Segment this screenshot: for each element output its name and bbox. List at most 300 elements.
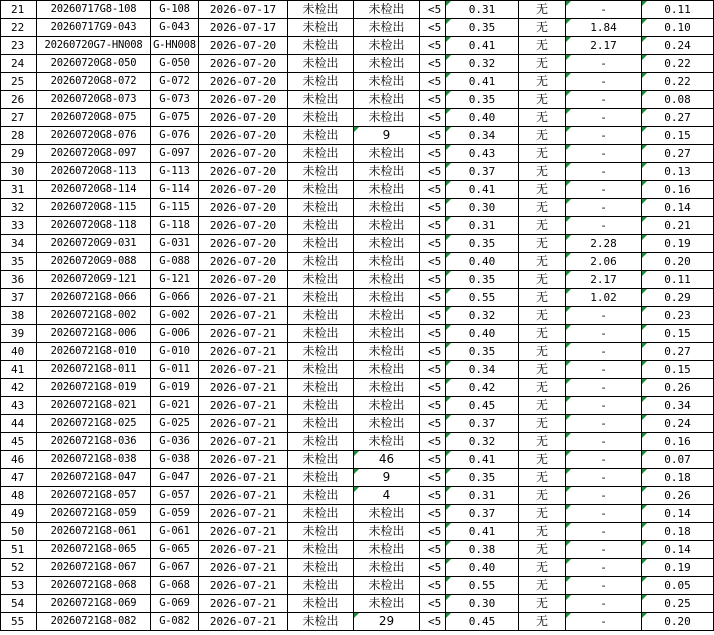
optional-value-cell[interactable]: - xyxy=(566,505,642,523)
row-index-cell[interactable]: 49 xyxy=(1,505,37,523)
last-value-cell[interactable]: 0.16 xyxy=(642,433,714,451)
row-index-cell[interactable]: 30 xyxy=(1,163,37,181)
result-2-cell[interactable]: 未检出 xyxy=(354,361,420,379)
date-cell[interactable]: 2026-07-20 xyxy=(199,253,288,271)
optional-value-cell[interactable]: - xyxy=(566,415,642,433)
date-cell[interactable]: 2026-07-21 xyxy=(199,415,288,433)
last-value-cell[interactable]: 0.18 xyxy=(642,523,714,541)
row-index-cell[interactable]: 55 xyxy=(1,613,37,631)
value-cell[interactable]: 0.38 xyxy=(446,541,519,559)
last-value-cell[interactable]: 0.15 xyxy=(642,127,714,145)
date-cell[interactable]: 2026-07-21 xyxy=(199,379,288,397)
row-index-cell[interactable]: 34 xyxy=(1,235,37,253)
result-1-cell[interactable]: 未检出 xyxy=(288,505,354,523)
sample-id-cell[interactable]: G-002 xyxy=(151,307,199,325)
date-cell[interactable]: 2026-07-20 xyxy=(199,55,288,73)
sample-code-cell[interactable]: 20260720G9-121 xyxy=(37,271,151,289)
result-2-cell[interactable]: 未检出 xyxy=(354,415,420,433)
last-value-cell[interactable]: 0.26 xyxy=(642,487,714,505)
sample-id-cell[interactable]: G-068 xyxy=(151,577,199,595)
last-value-cell[interactable]: 0.18 xyxy=(642,469,714,487)
row-index-cell[interactable]: 40 xyxy=(1,343,37,361)
optional-value-cell[interactable]: 1.84 xyxy=(566,19,642,37)
value-cell[interactable]: 0.35 xyxy=(446,271,519,289)
sample-code-cell[interactable]: 20260721G8-021 xyxy=(37,397,151,415)
sample-code-cell[interactable]: 20260721G8-002 xyxy=(37,307,151,325)
value-cell[interactable]: 0.45 xyxy=(446,397,519,415)
limit-cell[interactable]: <5 xyxy=(420,343,446,361)
date-cell[interactable]: 2026-07-20 xyxy=(199,235,288,253)
sample-code-cell[interactable]: 20260720G8-050 xyxy=(37,55,151,73)
result-1-cell[interactable]: 未检出 xyxy=(288,523,354,541)
sample-code-cell[interactable]: 20260721G8-010 xyxy=(37,343,151,361)
row-index-cell[interactable]: 53 xyxy=(1,577,37,595)
limit-cell[interactable]: <5 xyxy=(420,253,446,271)
optional-value-cell[interactable]: 1.02 xyxy=(566,289,642,307)
value-cell[interactable]: 0.43 xyxy=(446,145,519,163)
limit-cell[interactable]: <5 xyxy=(420,73,446,91)
value-cell[interactable]: 0.41 xyxy=(446,37,519,55)
value-cell[interactable]: 0.32 xyxy=(446,55,519,73)
date-cell[interactable]: 2026-07-21 xyxy=(199,595,288,613)
limit-cell[interactable]: <5 xyxy=(420,541,446,559)
sample-code-cell[interactable]: 20260721G8-047 xyxy=(37,469,151,487)
sample-id-cell[interactable]: G-115 xyxy=(151,199,199,217)
presence-cell[interactable]: 无 xyxy=(519,271,566,289)
optional-value-cell[interactable]: - xyxy=(566,469,642,487)
sample-code-cell[interactable]: 20260720G8-075 xyxy=(37,109,151,127)
row-index-cell[interactable]: 31 xyxy=(1,181,37,199)
result-1-cell[interactable]: 未检出 xyxy=(288,55,354,73)
presence-cell[interactable]: 无 xyxy=(519,613,566,631)
limit-cell[interactable]: <5 xyxy=(420,595,446,613)
limit-cell[interactable]: <5 xyxy=(420,361,446,379)
last-value-cell[interactable]: 0.13 xyxy=(642,163,714,181)
row-index-cell[interactable]: 37 xyxy=(1,289,37,307)
date-cell[interactable]: 2026-07-20 xyxy=(199,109,288,127)
row-index-cell[interactable]: 26 xyxy=(1,91,37,109)
limit-cell[interactable]: <5 xyxy=(420,235,446,253)
result-1-cell[interactable]: 未检出 xyxy=(288,127,354,145)
value-cell[interactable]: 0.37 xyxy=(446,415,519,433)
last-value-cell[interactable]: 0.07 xyxy=(642,451,714,469)
row-index-cell[interactable]: 38 xyxy=(1,307,37,325)
limit-cell[interactable]: <5 xyxy=(420,325,446,343)
sample-id-cell[interactable]: G-114 xyxy=(151,181,199,199)
result-1-cell[interactable]: 未检出 xyxy=(288,91,354,109)
value-cell[interactable]: 0.41 xyxy=(446,73,519,91)
presence-cell[interactable]: 无 xyxy=(519,19,566,37)
result-2-cell[interactable]: 未检出 xyxy=(354,181,420,199)
sample-code-cell[interactable]: 20260721G8-019 xyxy=(37,379,151,397)
result-1-cell[interactable]: 未检出 xyxy=(288,73,354,91)
result-2-cell[interactable]: 未检出 xyxy=(354,379,420,397)
last-value-cell[interactable]: 0.15 xyxy=(642,325,714,343)
last-value-cell[interactable]: 0.34 xyxy=(642,397,714,415)
last-value-cell[interactable]: 0.08 xyxy=(642,91,714,109)
date-cell[interactable]: 2026-07-20 xyxy=(199,163,288,181)
presence-cell[interactable]: 无 xyxy=(519,469,566,487)
limit-cell[interactable]: <5 xyxy=(420,397,446,415)
result-1-cell[interactable]: 未检出 xyxy=(288,253,354,271)
date-cell[interactable]: 2026-07-20 xyxy=(199,271,288,289)
last-value-cell[interactable]: 0.16 xyxy=(642,181,714,199)
value-cell[interactable]: 0.35 xyxy=(446,235,519,253)
sample-code-cell[interactable]: 20260720G8-115 xyxy=(37,199,151,217)
last-value-cell[interactable]: 0.10 xyxy=(642,19,714,37)
limit-cell[interactable]: <5 xyxy=(420,271,446,289)
sample-id-cell[interactable]: G-010 xyxy=(151,343,199,361)
date-cell[interactable]: 2026-07-21 xyxy=(199,487,288,505)
last-value-cell[interactable]: 0.05 xyxy=(642,577,714,595)
row-index-cell[interactable]: 35 xyxy=(1,253,37,271)
row-index-cell[interactable]: 29 xyxy=(1,145,37,163)
sample-id-cell[interactable]: G-088 xyxy=(151,253,199,271)
sample-code-cell[interactable]: 20260717G9-043 xyxy=(37,19,151,37)
last-value-cell[interactable]: 0.14 xyxy=(642,541,714,559)
sample-id-cell[interactable]: G-038 xyxy=(151,451,199,469)
row-index-cell[interactable]: 50 xyxy=(1,523,37,541)
sample-code-cell[interactable]: 20260720G8-097 xyxy=(37,145,151,163)
sample-code-cell[interactable]: 20260720G8-076 xyxy=(37,127,151,145)
last-value-cell[interactable]: 0.19 xyxy=(642,235,714,253)
result-2-cell[interactable]: 未检出 xyxy=(354,559,420,577)
last-value-cell[interactable]: 0.11 xyxy=(642,271,714,289)
date-cell[interactable]: 2026-07-21 xyxy=(199,469,288,487)
limit-cell[interactable]: <5 xyxy=(420,109,446,127)
result-1-cell[interactable]: 未检出 xyxy=(288,361,354,379)
sample-code-cell[interactable]: 20260721G8-061 xyxy=(37,523,151,541)
result-1-cell[interactable]: 未检出 xyxy=(288,1,354,19)
last-value-cell[interactable]: 0.11 xyxy=(642,1,714,19)
result-1-cell[interactable]: 未检出 xyxy=(288,163,354,181)
last-value-cell[interactable]: 0.26 xyxy=(642,379,714,397)
row-index-cell[interactable]: 48 xyxy=(1,487,37,505)
optional-value-cell[interactable]: - xyxy=(566,307,642,325)
last-value-cell[interactable]: 0.27 xyxy=(642,145,714,163)
presence-cell[interactable]: 无 xyxy=(519,235,566,253)
value-cell[interactable]: 0.41 xyxy=(446,523,519,541)
sample-code-cell[interactable]: 20260720G8-073 xyxy=(37,91,151,109)
optional-value-cell[interactable]: - xyxy=(566,91,642,109)
result-1-cell[interactable]: 未检出 xyxy=(288,397,354,415)
sample-id-cell[interactable]: G-073 xyxy=(151,91,199,109)
value-cell[interactable]: 0.34 xyxy=(446,361,519,379)
date-cell[interactable]: 2026-07-21 xyxy=(199,433,288,451)
sample-code-cell[interactable]: 20260721G8-068 xyxy=(37,577,151,595)
value-cell[interactable]: 0.40 xyxy=(446,109,519,127)
sample-id-cell[interactable]: G-121 xyxy=(151,271,199,289)
sample-id-cell[interactable]: G-061 xyxy=(151,523,199,541)
limit-cell[interactable]: <5 xyxy=(420,145,446,163)
value-cell[interactable]: 0.31 xyxy=(446,1,519,19)
date-cell[interactable]: 2026-07-20 xyxy=(199,73,288,91)
value-cell[interactable]: 0.32 xyxy=(446,307,519,325)
presence-cell[interactable]: 无 xyxy=(519,595,566,613)
sample-code-cell[interactable]: 20260721G8-038 xyxy=(37,451,151,469)
sample-code-cell[interactable]: 20260720G9-031 xyxy=(37,235,151,253)
optional-value-cell[interactable]: - xyxy=(566,199,642,217)
sample-id-cell[interactable]: G-031 xyxy=(151,235,199,253)
presence-cell[interactable]: 无 xyxy=(519,37,566,55)
presence-cell[interactable]: 无 xyxy=(519,577,566,595)
optional-value-cell[interactable]: - xyxy=(566,343,642,361)
row-index-cell[interactable]: 51 xyxy=(1,541,37,559)
value-cell[interactable]: 0.32 xyxy=(446,433,519,451)
result-1-cell[interactable]: 未检出 xyxy=(288,325,354,343)
date-cell[interactable]: 2026-07-21 xyxy=(199,397,288,415)
row-index-cell[interactable]: 23 xyxy=(1,37,37,55)
result-1-cell[interactable]: 未检出 xyxy=(288,235,354,253)
result-1-cell[interactable]: 未检出 xyxy=(288,577,354,595)
presence-cell[interactable]: 无 xyxy=(519,127,566,145)
value-cell[interactable]: 0.31 xyxy=(446,487,519,505)
last-value-cell[interactable]: 0.27 xyxy=(642,343,714,361)
result-2-cell[interactable]: 未检出 xyxy=(354,109,420,127)
optional-value-cell[interactable]: - xyxy=(566,559,642,577)
limit-cell[interactable]: <5 xyxy=(420,289,446,307)
sample-code-cell[interactable]: 20260720G8-114 xyxy=(37,181,151,199)
presence-cell[interactable]: 无 xyxy=(519,289,566,307)
sample-id-cell[interactable]: G-076 xyxy=(151,127,199,145)
result-1-cell[interactable]: 未检出 xyxy=(288,199,354,217)
limit-cell[interactable]: <5 xyxy=(420,181,446,199)
presence-cell[interactable]: 无 xyxy=(519,217,566,235)
last-value-cell[interactable]: 0.15 xyxy=(642,361,714,379)
last-value-cell[interactable]: 0.14 xyxy=(642,505,714,523)
sample-id-cell[interactable]: G-113 xyxy=(151,163,199,181)
presence-cell[interactable]: 无 xyxy=(519,145,566,163)
limit-cell[interactable]: <5 xyxy=(420,379,446,397)
result-2-cell[interactable]: 未检出 xyxy=(354,235,420,253)
result-2-cell[interactable]: 未检出 xyxy=(354,577,420,595)
sample-id-cell[interactable]: G-082 xyxy=(151,613,199,631)
optional-value-cell[interactable]: - xyxy=(566,379,642,397)
result-2-cell[interactable]: 未检出 xyxy=(354,397,420,415)
value-cell[interactable]: 0.30 xyxy=(446,595,519,613)
value-cell[interactable]: 0.35 xyxy=(446,19,519,37)
presence-cell[interactable]: 无 xyxy=(519,505,566,523)
presence-cell[interactable]: 无 xyxy=(519,307,566,325)
sample-id-cell[interactable]: G-066 xyxy=(151,289,199,307)
date-cell[interactable]: 2026-07-20 xyxy=(199,181,288,199)
limit-cell[interactable]: <5 xyxy=(420,127,446,145)
result-1-cell[interactable]: 未检出 xyxy=(288,433,354,451)
presence-cell[interactable]: 无 xyxy=(519,361,566,379)
presence-cell[interactable]: 无 xyxy=(519,181,566,199)
result-2-cell[interactable]: 9 xyxy=(354,127,420,145)
value-cell[interactable]: 0.55 xyxy=(446,289,519,307)
result-1-cell[interactable]: 未检出 xyxy=(288,541,354,559)
date-cell[interactable]: 2026-07-20 xyxy=(199,145,288,163)
result-2-cell[interactable]: 未检出 xyxy=(354,163,420,181)
last-value-cell[interactable]: 0.27 xyxy=(642,109,714,127)
sample-id-cell[interactable]: G-021 xyxy=(151,397,199,415)
last-value-cell[interactable]: 0.24 xyxy=(642,37,714,55)
result-2-cell[interactable]: 46 xyxy=(354,451,420,469)
result-1-cell[interactable]: 未检出 xyxy=(288,217,354,235)
row-index-cell[interactable]: 52 xyxy=(1,559,37,577)
sample-id-cell[interactable]: G-047 xyxy=(151,469,199,487)
result-1-cell[interactable]: 未检出 xyxy=(288,451,354,469)
limit-cell[interactable]: <5 xyxy=(420,433,446,451)
value-cell[interactable]: 0.35 xyxy=(446,91,519,109)
date-cell[interactable]: 2026-07-21 xyxy=(199,289,288,307)
optional-value-cell[interactable]: - xyxy=(566,181,642,199)
optional-value-cell[interactable]: - xyxy=(566,577,642,595)
value-cell[interactable]: 0.37 xyxy=(446,505,519,523)
sample-code-cell[interactable]: 20260721G8-036 xyxy=(37,433,151,451)
optional-value-cell[interactable]: - xyxy=(566,451,642,469)
result-2-cell[interactable]: 未检出 xyxy=(354,433,420,451)
sample-id-cell[interactable]: G-065 xyxy=(151,541,199,559)
row-index-cell[interactable]: 41 xyxy=(1,361,37,379)
result-1-cell[interactable]: 未检出 xyxy=(288,415,354,433)
sample-id-cell[interactable]: G-097 xyxy=(151,145,199,163)
sample-id-cell[interactable]: G-050 xyxy=(151,55,199,73)
result-1-cell[interactable]: 未检出 xyxy=(288,343,354,361)
sample-code-cell[interactable]: 20260721G8-025 xyxy=(37,415,151,433)
result-1-cell[interactable]: 未检出 xyxy=(288,109,354,127)
optional-value-cell[interactable]: - xyxy=(566,55,642,73)
limit-cell[interactable]: <5 xyxy=(420,469,446,487)
result-2-cell[interactable]: 未检出 xyxy=(354,55,420,73)
presence-cell[interactable]: 无 xyxy=(519,487,566,505)
presence-cell[interactable]: 无 xyxy=(519,415,566,433)
value-cell[interactable]: 0.42 xyxy=(446,379,519,397)
optional-value-cell[interactable]: - xyxy=(566,613,642,631)
result-1-cell[interactable]: 未检出 xyxy=(288,145,354,163)
result-2-cell[interactable]: 未检出 xyxy=(354,1,420,19)
presence-cell[interactable]: 无 xyxy=(519,91,566,109)
result-2-cell[interactable]: 未检出 xyxy=(354,325,420,343)
result-2-cell[interactable]: 未检出 xyxy=(354,73,420,91)
result-1-cell[interactable]: 未检出 xyxy=(288,469,354,487)
result-1-cell[interactable]: 未检出 xyxy=(288,37,354,55)
limit-cell[interactable]: <5 xyxy=(420,505,446,523)
date-cell[interactable]: 2026-07-20 xyxy=(199,91,288,109)
limit-cell[interactable]: <5 xyxy=(420,523,446,541)
optional-value-cell[interactable]: - xyxy=(566,325,642,343)
presence-cell[interactable]: 无 xyxy=(519,433,566,451)
optional-value-cell[interactable]: - xyxy=(566,127,642,145)
limit-cell[interactable]: <5 xyxy=(420,91,446,109)
optional-value-cell[interactable]: - xyxy=(566,487,642,505)
result-2-cell[interactable]: 未检出 xyxy=(354,271,420,289)
result-2-cell[interactable]: 未检出 xyxy=(354,91,420,109)
result-2-cell[interactable]: 未检出 xyxy=(354,199,420,217)
sample-code-cell[interactable]: 20260717G8-108 xyxy=(37,1,151,19)
optional-value-cell[interactable]: - xyxy=(566,595,642,613)
optional-value-cell[interactable]: - xyxy=(566,523,642,541)
presence-cell[interactable]: 无 xyxy=(519,325,566,343)
limit-cell[interactable]: <5 xyxy=(420,1,446,19)
date-cell[interactable]: 2026-07-20 xyxy=(199,127,288,145)
last-value-cell[interactable]: 0.24 xyxy=(642,415,714,433)
value-cell[interactable]: 0.40 xyxy=(446,325,519,343)
sample-code-cell[interactable]: 20260720G9-088 xyxy=(37,253,151,271)
value-cell[interactable]: 0.37 xyxy=(446,163,519,181)
date-cell[interactable]: 2026-07-21 xyxy=(199,505,288,523)
result-2-cell[interactable]: 4 xyxy=(354,487,420,505)
result-2-cell[interactable]: 未检出 xyxy=(354,523,420,541)
presence-cell[interactable]: 无 xyxy=(519,55,566,73)
sample-code-cell[interactable]: 20260721G8-082 xyxy=(37,613,151,631)
optional-value-cell[interactable]: - xyxy=(566,163,642,181)
sample-code-cell[interactable]: 20260720G8-113 xyxy=(37,163,151,181)
row-index-cell[interactable]: 24 xyxy=(1,55,37,73)
sample-id-cell[interactable]: G-006 xyxy=(151,325,199,343)
value-cell[interactable]: 0.41 xyxy=(446,181,519,199)
value-cell[interactable]: 0.31 xyxy=(446,217,519,235)
value-cell[interactable]: 0.35 xyxy=(446,343,519,361)
sample-id-cell[interactable]: G-067 xyxy=(151,559,199,577)
presence-cell[interactable]: 无 xyxy=(519,109,566,127)
result-2-cell[interactable]: 未检出 xyxy=(354,541,420,559)
date-cell[interactable]: 2026-07-21 xyxy=(199,325,288,343)
sample-id-cell[interactable]: G-011 xyxy=(151,361,199,379)
optional-value-cell[interactable]: - xyxy=(566,397,642,415)
sample-id-cell[interactable]: G-057 xyxy=(151,487,199,505)
date-cell[interactable]: 2026-07-17 xyxy=(199,19,288,37)
optional-value-cell[interactable]: 2.17 xyxy=(566,37,642,55)
sample-id-cell[interactable]: G-069 xyxy=(151,595,199,613)
sample-code-cell[interactable]: 20260720G8-118 xyxy=(37,217,151,235)
value-cell[interactable]: 0.40 xyxy=(446,559,519,577)
sample-code-cell[interactable]: 20260721G8-066 xyxy=(37,289,151,307)
sample-code-cell[interactable]: 20260721G8-006 xyxy=(37,325,151,343)
limit-cell[interactable]: <5 xyxy=(420,451,446,469)
date-cell[interactable]: 2026-07-20 xyxy=(199,217,288,235)
presence-cell[interactable]: 无 xyxy=(519,253,566,271)
limit-cell[interactable]: <5 xyxy=(420,199,446,217)
sample-id-cell[interactable]: G-HN008 xyxy=(151,37,199,55)
result-1-cell[interactable]: 未检出 xyxy=(288,559,354,577)
last-value-cell[interactable]: 0.21 xyxy=(642,217,714,235)
sample-id-cell[interactable]: G-025 xyxy=(151,415,199,433)
optional-value-cell[interactable]: - xyxy=(566,217,642,235)
sample-id-cell[interactable]: G-059 xyxy=(151,505,199,523)
last-value-cell[interactable]: 0.19 xyxy=(642,559,714,577)
result-1-cell[interactable]: 未检出 xyxy=(288,181,354,199)
date-cell[interactable]: 2026-07-21 xyxy=(199,307,288,325)
date-cell[interactable]: 2026-07-21 xyxy=(199,523,288,541)
optional-value-cell[interactable]: - xyxy=(566,73,642,91)
presence-cell[interactable]: 无 xyxy=(519,1,566,19)
sample-code-cell[interactable]: 20260721G8-057 xyxy=(37,487,151,505)
result-2-cell[interactable]: 未检出 xyxy=(354,289,420,307)
sample-code-cell[interactable]: 20260720G8-072 xyxy=(37,73,151,91)
limit-cell[interactable]: <5 xyxy=(420,217,446,235)
optional-value-cell[interactable]: - xyxy=(566,1,642,19)
date-cell[interactable]: 2026-07-17 xyxy=(199,1,288,19)
limit-cell[interactable]: <5 xyxy=(420,37,446,55)
result-1-cell[interactable]: 未检出 xyxy=(288,379,354,397)
presence-cell[interactable]: 无 xyxy=(519,343,566,361)
presence-cell[interactable]: 无 xyxy=(519,163,566,181)
result-2-cell[interactable]: 未检出 xyxy=(354,37,420,55)
result-2-cell[interactable]: 29 xyxy=(354,613,420,631)
sample-id-cell[interactable]: G-019 xyxy=(151,379,199,397)
limit-cell[interactable]: <5 xyxy=(420,487,446,505)
row-index-cell[interactable]: 45 xyxy=(1,433,37,451)
result-1-cell[interactable]: 未检出 xyxy=(288,487,354,505)
row-index-cell[interactable]: 28 xyxy=(1,127,37,145)
row-index-cell[interactable]: 32 xyxy=(1,199,37,217)
result-1-cell[interactable]: 未检出 xyxy=(288,307,354,325)
presence-cell[interactable]: 无 xyxy=(519,451,566,469)
presence-cell[interactable]: 无 xyxy=(519,397,566,415)
